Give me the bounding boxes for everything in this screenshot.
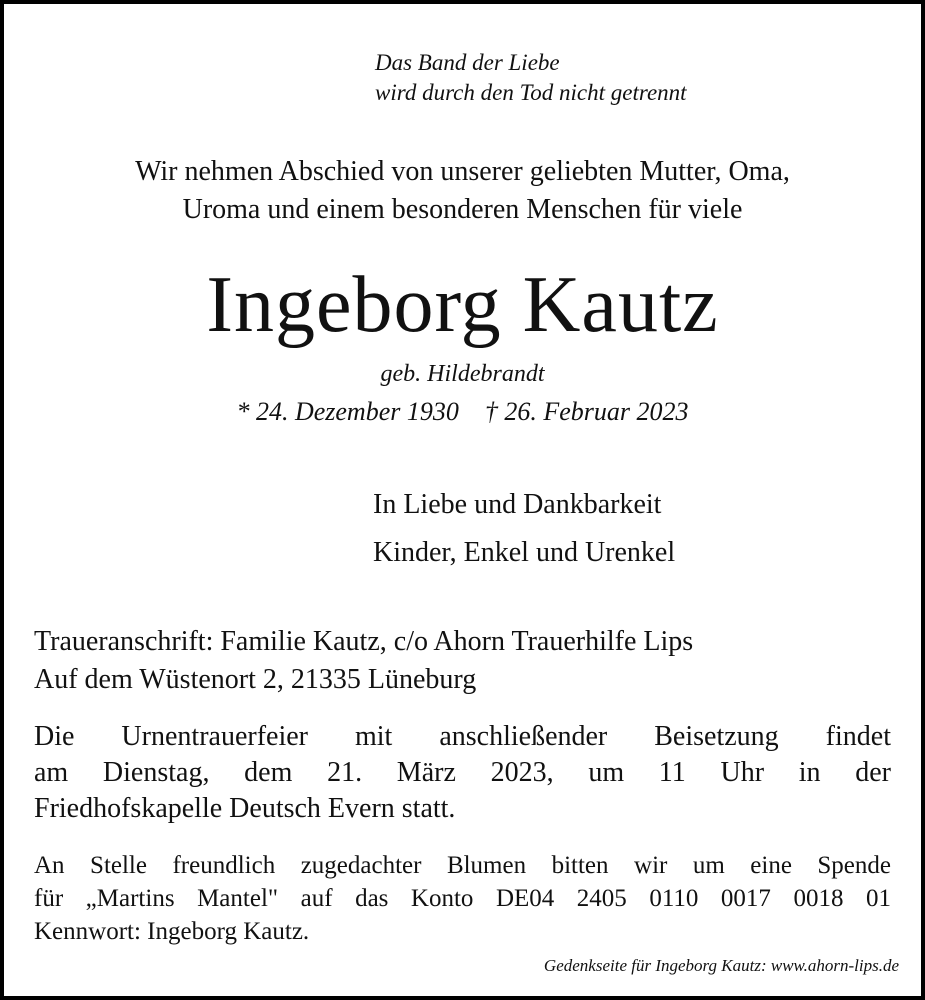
- mourners-line-1: In Liebe und Dankbarkeit: [373, 489, 662, 520]
- life-dates: [4, 396, 921, 428]
- quote-line-1: Das Band der Liebe: [375, 50, 560, 75]
- mourners-line-2: Kinder, Enkel und Urenkel: [373, 537, 676, 568]
- maiden-name: geb. Hildebrandt: [380, 361, 545, 387]
- ceremony-line-2: am Dienstag, dem 21. März 2023, um 11 Uhr in der: [34, 757, 891, 788]
- intro-text: [4, 153, 921, 229]
- address-line-2: Auf dem Wüstenort 2, 21335 Lüneburg: [34, 664, 477, 695]
- donation-line-3: Kennwort: Ingeborg Kautz.: [34, 918, 310, 945]
- intro-line-2: Uroma und einem besonderen Menschen für viele: [182, 194, 743, 225]
- address-line-1: Traueranschrift: Familie Kautz, c/o Ahorn Trauerhilfe Lips: [34, 626, 694, 657]
- deceased-name: Ingeborg Kautz: [206, 261, 719, 349]
- donation-info: [34, 849, 891, 948]
- birth-date: * 24. Dezember 1930: [236, 397, 459, 426]
- donation-line-1: An Stelle freundlich zugedachter Blumen bitten wir um eine Spende: [34, 852, 891, 879]
- intro-line-1: Wir nehmen Abschied von unserer geliebten Mutter, Oma,: [135, 156, 790, 187]
- death-date: † 26. Februar 2023: [484, 397, 689, 426]
- memorial-page-link: Gedenkseite für Ingeborg Kautz: www.ahorn-lips.de: [543, 956, 899, 975]
- mourning-address: [34, 623, 891, 699]
- quote-line-2: wird durch den Tod nicht getrennt: [375, 80, 687, 105]
- mourners: [373, 481, 675, 577]
- ceremony-line-1: Die Urnentrauerfeier mit anschließender Beisetzung findet: [34, 721, 891, 752]
- donation-line-2: für „Martins Mantel" auf das Konto DE04 2405 0110 0017 0018 01: [34, 885, 891, 912]
- quote: [375, 48, 687, 108]
- ceremony-line-3: Friedhofskapelle Deutsch Evern statt.: [34, 793, 456, 824]
- ceremony-info: [34, 719, 891, 827]
